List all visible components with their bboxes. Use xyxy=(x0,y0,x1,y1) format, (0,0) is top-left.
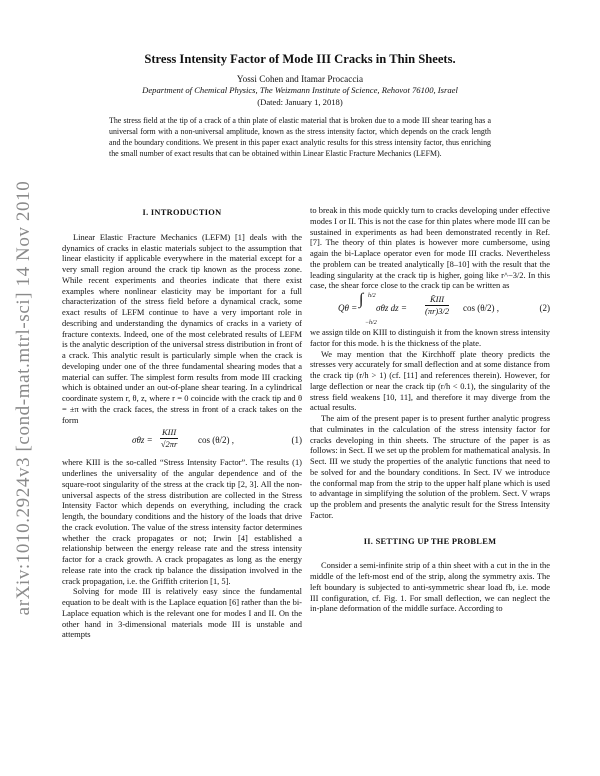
intro-paragraph-7: The aim of the present paper is to present further analytic progress that culminates in the calculation of the stress intensity factor for cracks developing in thin sheets. The structure of the paper is as follows: in Sect. II we set up the problem for mathematical analysis. In Sect. III we study the properties of the analytic functions that need to be solved for and the boundary conditions. In Sect. IV we introduce the conformal map from the strip to the upper half plane which is used to advantage in simplifying the solution of the problem. Sect. V wraps up the problem and presents the analytic result for the Stress Intensity Factor. xyxy=(310,413,550,520)
eq2-cosine: cos (θ/2) , xyxy=(463,303,500,313)
arxiv-sidebar xyxy=(4,180,44,616)
eq2-lhs: Qθ = xyxy=(338,303,358,313)
equation-1 xyxy=(62,425,302,457)
eq2-numerator: K̃III xyxy=(425,294,449,306)
left-column xyxy=(62,206,302,640)
setup-paragraph-1: Consider a semi-infinite strip of a thin sheet with a cut in the in the middle of the left-most end of the strip, along the symmetry axis. The left boundary is subjected to anti-symmetric shear load fb, i.e. mode III configuration, cf. Fig. 1. For small deflection, we can neglect the in-plane deformation of the middle surface. According to xyxy=(310,560,550,614)
intro-paragraph-4: to break in this mode quickly turn to cracks developing under effective modes I or II. This is not the case for thin plates where mode III can be sustained in experiments as had been demonstrated recently in Ref. [7]. The theory of thin plates is however more cumbersome, using again the bi-Laplace operator even for mode III cracks. Nevertheless the problem can be treated analytically [8–10] with the result that the leading singularity at the crack tip is higher, going like r^−3/2. In this case, the shear force close to the crack tip can be written as xyxy=(310,205,550,291)
paper-authors: Yossi Cohen and Itamar Procaccia xyxy=(236,74,364,84)
paper-affiliation: Department of Chemical Physics, The Weizmann Institute of Science, Rehovot 76100, Israel xyxy=(142,85,458,95)
section-heading-setup: II. SETTING UP THE PROBLEM xyxy=(363,536,497,546)
eq2-lower-limit: −h/2 xyxy=(365,320,377,326)
intro-paragraph-3: Solving for mode III is relatively easy since the fundamental equation to be dealt with is the Laplace equation [6] rather than the bi-Laplace equation which is the relevant one for modes I and II. On the other hand in 3-dimensional materials mode III is unstable and attempts xyxy=(62,586,302,640)
intro-paragraph-2: where KIII is the so-called “Stress Intensity Factor”. The results (1) underlines the universality of the angular dependence and of the square-root singularity of the stress at the crack tip [2, 3]. All the non-universal aspects of the stress distribution are collected in the Stress Intensity Factor which depends on everything, including the crack length, the boundary conditions and the history of the loads that drive the crack evolution. The value of the stress intensity factor determines whether the crack propagates or not; Irwin [4] established a relationship between the energy release rate and the stress intensity factor for a crack growth. A crack propagates as long as the energy release rate into the crack tip balance the dissipation involved in the crack propagation, i.e. the Griffith criterion [1, 5]. xyxy=(62,457,302,586)
eq2-integrand: σθz dz = xyxy=(376,303,407,313)
eq1-number: (1) xyxy=(291,435,302,446)
abstract: The stress field at the tip of a crack of a thin plate of elastic material that is broken due to a mode III shear tearing has a universal form with a non-universal amplitude, known as the stress intensity factor, which depends on the crack length and the boundary conditions. We present in this paper exact analytic results for this stress intensity factor, thus enriching the small number of exact results that can be obtained within Linear Elastic Fracture Mechanics (LEFM). xyxy=(109,116,491,158)
eq1-numerator: KIII xyxy=(162,427,177,438)
intro-paragraph-5: we assign tilde on KIII to distinguish it from the known stress intensity factor for this mode. h is the thickness of the plate. xyxy=(310,327,550,348)
equation-2 xyxy=(310,291,550,327)
eq1-lhs: σθz = xyxy=(132,435,153,446)
paper-date: (Dated: January 1, 2018) xyxy=(257,97,343,107)
right-column xyxy=(310,205,550,614)
section-heading-introduction: I. INTRODUCTION xyxy=(142,208,222,217)
eq1-cosine: cos (θ/2) , xyxy=(198,435,235,446)
eq2-fraction xyxy=(425,294,449,317)
intro-paragraph-1: Linear Elastic Fracture Mechanics (LEFM) [1] deals with the dynamics of cracks in elastic materials subject to the assumption that linear elasticity if applicable everywhere in the material except for a very small region around the crack tip known as the process zone. While recent experiments and theories indicate that there exist examples where nonlinear elasticity may be important for a full characterization of the stress field before a dynamical crack, some exact results of LEFM continue to have a very important role in describing and understanding the dynamics of cracks in a variety of fracture contexts. Indeed, one of the most celebrated results of LEFM is the analytic description of the universal stress distribution in front of a crack. This analytic result is particularly simple when the crack is developing under one of the three fundamental shearing modes that a material can suffer. The simplest form results from mode III cracking which is obtained under an out-of-plane shear tearing. In a cylindrical coordinate system r, θ, z, where r = 0 coincide with the crack tip and θ = ±π with the crack faces, the stress in front of a crack takes on the form xyxy=(62,231,302,425)
eq1-fraction xyxy=(160,427,178,450)
eq1-denominator: √2πr xyxy=(160,439,178,449)
intro-paragraph-6: We may mention that the Kirchhoff plate theory predicts the stresses very accurately for small deflection and at some distance from the crack tip (r/h > 1) (cf. [11] and references therein). However, for large deflection or near the crack tip (r/h < 0.1), the singularity of the stress field weakens [10, 11], and therefore it may diverge from the actual results. xyxy=(310,348,550,413)
arxiv-identifier: arXiv:1010.2924v3 [cond-mat.mtrl-sci] 14 Nov 2010 xyxy=(13,180,34,616)
eq2-denominator: (πr)3/2 xyxy=(425,305,450,316)
paper-title: Stress Intensity Factor of Mode III Cracks in Thin Sheets. xyxy=(144,52,456,66)
eq2-integral-sign: ∫ xyxy=(359,291,364,308)
eq2-upper-limit: h/2 xyxy=(368,293,376,299)
eq2-number: (2) xyxy=(539,303,550,313)
